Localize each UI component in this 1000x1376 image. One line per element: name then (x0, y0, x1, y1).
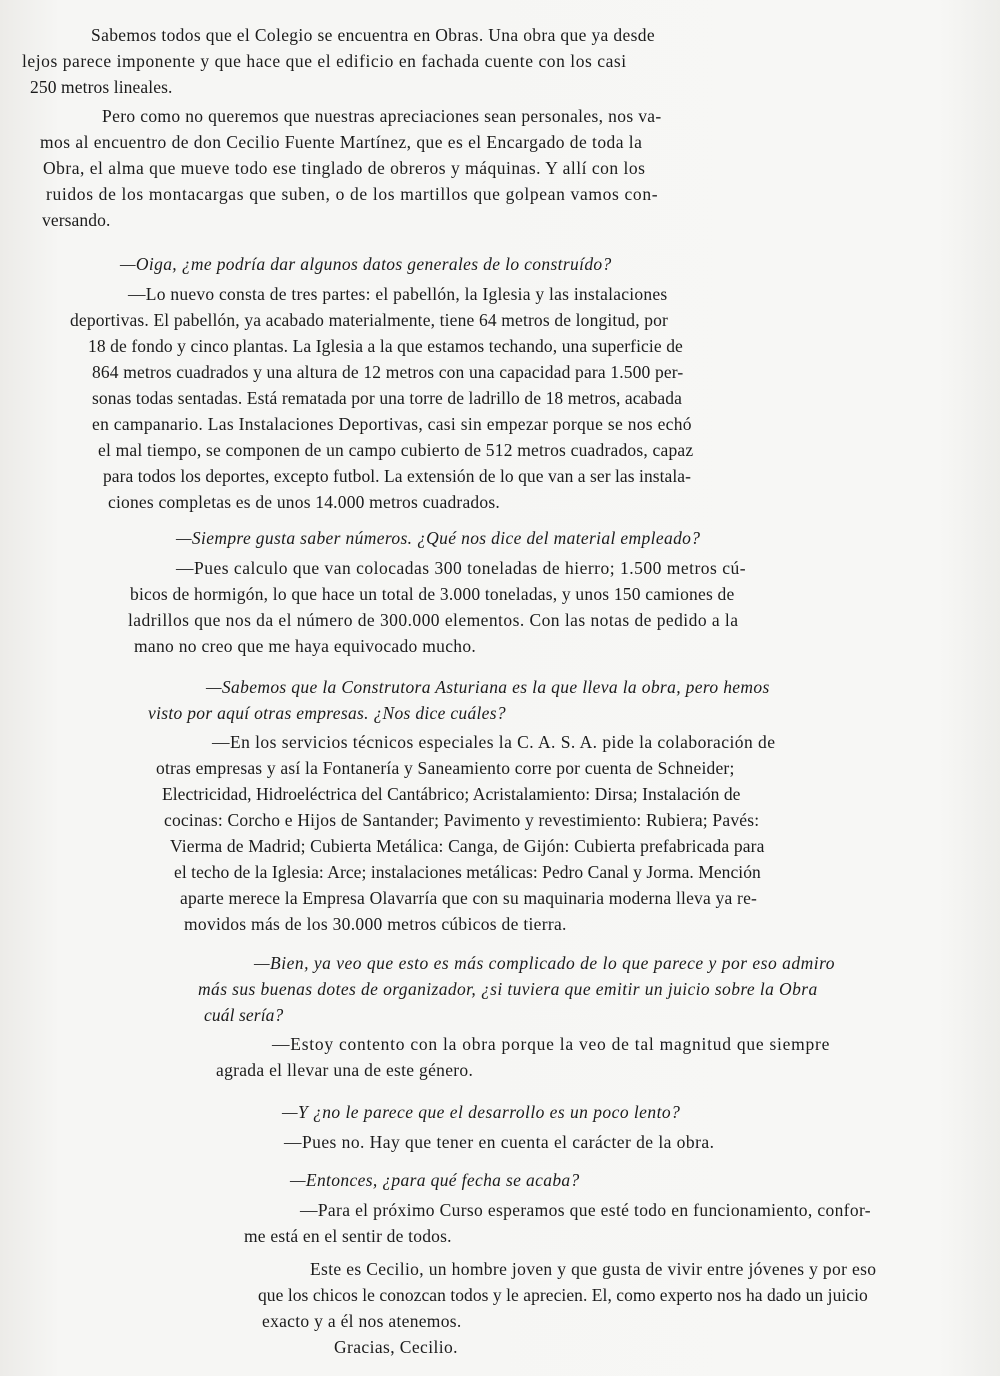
text-line: —Lo nuevo consta de tres partes: el pabellón, la Iglesia y las instalaciones (128, 284, 668, 304)
text-line: que los chicos le conozcan todos y le aprecien. El, como experto nos ha dado un juicio (258, 1285, 868, 1305)
paragraph-intro (22, 22, 655, 100)
interview-question (120, 251, 612, 277)
interview-answer (244, 1197, 871, 1249)
paragraph-closing (258, 1256, 876, 1334)
text-line: sonas todas sentadas. Está rematada por una torre de ladrillo de 18 metros, acabada (92, 388, 682, 408)
text-line: Pero como no queremos que nuestras apreciaciones sean personales, nos va- (102, 106, 662, 126)
text-line: —Sabemos que la Construtora Asturiana es la que lleva la obra, pero hemos (206, 677, 770, 697)
text-line: Vierma de Madrid; Cubierta Metálica: Canga, de Gijón: Cubierta prefabricada para (170, 836, 765, 856)
text-line: agrada el llevar una de este género. (216, 1060, 474, 1080)
text-line: aparte merece la Empresa Olavarría que con su maquinaria moderna lleva ya re- (180, 888, 758, 908)
text-line: —Bien, ya veo que esto es más complicado de lo que parece y por eso admiro (254, 953, 835, 973)
text-line: mos al encuentro de don Cecilio Fuente Martínez, que es el Encargado de toda la (40, 132, 643, 152)
interview-answer (216, 1031, 830, 1083)
text-line: en campanario. Las Instalaciones Deportivas, casi sin empezar porque se nos echó (92, 414, 692, 434)
interview-answer (128, 555, 746, 659)
text-line: deportivas. El pabellón, ya acabado materialmente, tiene 64 metros de longitud, por (70, 310, 669, 330)
text-line: visto por aquí otras empresas. ¿Nos dice cuáles? (148, 703, 506, 723)
text-line: versando. (42, 210, 111, 230)
interview-question (176, 525, 700, 551)
interview-answer (70, 281, 693, 515)
text-line: cocinas: Corcho e Hijos de Santander; Pavimento y revestimiento: Rubiera; Pavés: (164, 810, 760, 830)
text-line: el mal tiempo, se componen de un campo cubierto de 512 metros cuadrados, capaz (98, 440, 694, 460)
text-line: —Pues no. Hay que tener en cuenta el carácter de la obra. (284, 1132, 715, 1152)
text-line: Obra, el alma que mueve todo ese tinglado de obreros y máquinas. Y allí con los (43, 158, 646, 178)
text-line: —Para el próximo Curso esperamos que esté todo en funcionamiento, confor- (300, 1200, 871, 1220)
text-line: —Oiga, ¿me podría dar algunos datos generales de lo construído? (120, 254, 612, 274)
interview-question (290, 1167, 580, 1193)
text-line: lejos parece imponente y que hace que el edificio en fachada cuente con los casi (22, 51, 627, 71)
text-line: 250 metros lineales. (30, 77, 173, 97)
text-line: bicos de hormigón, lo que hace un total de 3.000 toneladas, y unos 150 camiones de (130, 584, 735, 604)
text-line: —Y ¿no le parece que el desarrollo es un poco lento? (282, 1102, 681, 1122)
text-line: —Estoy contento con la obra porque la veo de tal magnitud que siempre (272, 1034, 831, 1054)
text-line: me está en el sentir de todos. (244, 1226, 452, 1246)
text-line: ruidos de los montacargas que suben, o de los martillos que golpean vamos con- (46, 184, 659, 204)
text-line: el techo de la Iglesia: Arce; instalaciones metálicas: Pedro Canal y Jorma. Mención (174, 862, 761, 882)
text-line: cuál sería? (204, 1005, 284, 1025)
text-line: movidos más de los 30.000 metros cúbicos de tierra. (184, 914, 567, 934)
interview-question (282, 1099, 680, 1125)
interview-answer (156, 729, 775, 937)
text-line: Sabemos todos que el Colegio se encuentra en Obras. Una obra que ya desde (91, 25, 655, 45)
text-line: —Siempre gusta saber números. ¿Qué nos dice del material empleado? (176, 528, 701, 548)
text-line: exacto y a él nos atenemos. (262, 1311, 462, 1331)
paragraph-thanks (334, 1334, 458, 1360)
text-line: —Entonces, ¿para qué fecha se acaba? (290, 1170, 580, 1190)
text-line: Gracias, Cecilio. (334, 1337, 458, 1357)
text-line: —En los servicios técnicos especiales la C. A. S. A. pide la colaboración de (212, 732, 776, 752)
interview-question (148, 674, 770, 726)
text-line: para todos los deportes, excepto futbol. La extensión de lo que van a ser las instala- (103, 466, 691, 486)
text-line: ladrillos que nos da el número de 300.000 elementos. Con las notas de pedido a la (128, 610, 739, 630)
text-line: 18 de fondo y cinco plantas. La Iglesia a la que estamos techando, una superficie de (88, 336, 683, 356)
interview-question (176, 950, 835, 1028)
text-line: otras empresas y así la Fontanería y Saneamiento corre por cuenta de Schneider; (156, 758, 735, 778)
paragraph-context (40, 103, 662, 233)
text-line: 864 metros cuadrados y una altura de 12 metros con una capacidad para 1.500 per- (92, 362, 684, 382)
text-line: ciones completas es de unos 14.000 metros cuadrados. (108, 492, 500, 512)
text-line: Este es Cecilio, un hombre joven y que gusta de vivir entre jóvenes y por eso (310, 1259, 877, 1279)
text-line: Electricidad, Hidroeléctrica del Cantábrico; Acristalamiento: Dirsa; Instalación de (162, 784, 741, 804)
text-line: —Pues calculo que van colocadas 300 toneladas de hierro; 1.500 metros cú- (176, 558, 747, 578)
interview-answer (284, 1129, 714, 1155)
text-line: mano no creo que me haya equivocado mucho. (134, 636, 477, 656)
text-line: más sus buenas dotes de organizador, ¿si tuviera que emitir un juicio sobre la Obra (198, 979, 818, 999)
